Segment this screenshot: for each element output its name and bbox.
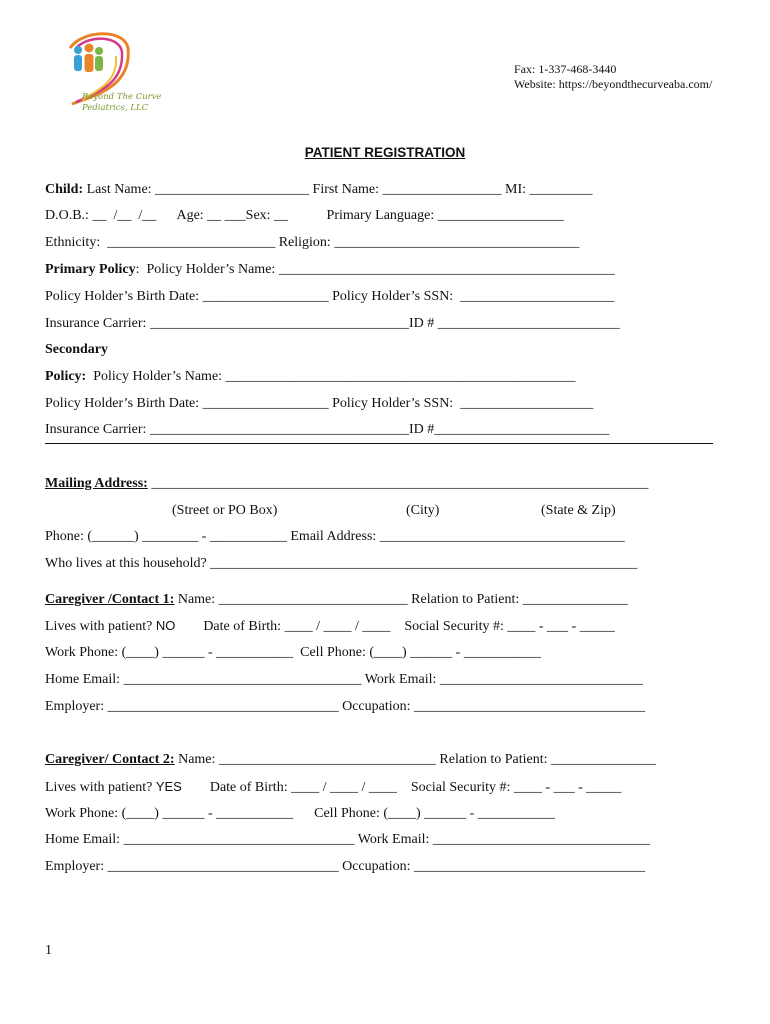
caregiver2-employer-row[interactable]: Employer: _________________________________ Occupation: _________________________________ — [45, 859, 646, 874]
page-number: 1 — [45, 943, 52, 958]
caregiver1-dob-ssn-fields[interactable]: Date of Birth: ____ / ____ / ____ Social Security #: ____ - ___ - _____ — [175, 619, 615, 634]
child-name-row — [45, 181, 593, 199]
mailing-address-row — [45, 475, 648, 493]
secondary-policy-row — [45, 368, 576, 386]
logo-line-1: Beyond The Curve — [82, 92, 162, 102]
mailing-address-label: Mailing Address: — [45, 476, 148, 491]
company-logo — [62, 26, 162, 126]
caregiver1-label: Caregiver /Contact 1: — [45, 592, 175, 607]
caregiver2-name-relation-field[interactable]: Name: _______________________________ Relation to Patient: _______________ — [174, 752, 657, 767]
caregiver2-dob-ssn-fields[interactable]: Date of Birth: ____ / ____ / ____ Social Security #: ____ - ___ - _____ — [181, 780, 622, 795]
caregiver1-lives-row — [45, 617, 615, 636]
household-row[interactable]: Who lives at this household? _____________________________________________________________ — [45, 556, 638, 571]
child-dob-row[interactable]: D.O.B.: __ /__ /__ Age: __ ___Sex: __ Primary Language: __________________ — [45, 208, 564, 223]
contact-info — [514, 62, 712, 92]
primary-carrier-row[interactable]: Insurance Carrier: _____________________________________ID # __________________________ — [45, 316, 620, 331]
secondary-policy-label: Policy: — [45, 369, 87, 384]
caregiver2-lives-row — [45, 778, 621, 797]
caregiver2-emails-row[interactable]: Home Email: _________________________________ Work Email: _______________________________ — [45, 832, 650, 847]
caregiver2-lives-value[interactable]: YES — [155, 779, 182, 794]
caregiver2-phones-row[interactable]: Work Phone: (____) ______ - ___________ Cell Phone: (____) ______ - ___________ — [45, 806, 555, 821]
primary-birth-ssn-row[interactable]: Policy Holder’s Birth Date: __________________ Policy Holder’s SSN: ______________________ — [45, 289, 615, 304]
primary-holder-name-field[interactable]: : Policy Holder’s Name: ________________________________________________ — [135, 262, 615, 277]
primary-policy-row — [45, 261, 615, 279]
child-name-fields[interactable]: Last Name: ______________________ First Name: _________________ MI: _________ — [83, 182, 593, 197]
primary-policy-label: Primary Policy — [45, 262, 136, 277]
page-title: PATIENT REGISTRATION — [304, 145, 466, 160]
child-ethnicity-row[interactable]: Ethnicity: ________________________ Religion: ___________________________________ — [45, 235, 580, 250]
section-divider — [45, 443, 713, 444]
secondary-carrier-row[interactable]: Insurance Carrier: _____________________________________ID #_________________________ — [45, 422, 610, 437]
caregiver2-name-row — [45, 751, 656, 769]
caregiver1-lives-label: Lives with patient? — [45, 619, 156, 634]
mailing-address-field[interactable]: _______________________________________________________________________ — [147, 476, 649, 491]
secondary-birth-ssn-row[interactable]: Policy Holder’s Birth Date: __________________ Policy Holder’s SSN: ___________________ — [45, 396, 594, 411]
phone-email-row[interactable]: Phone: (______) ________ - ___________ Email Address: ___________________________________ — [45, 529, 625, 544]
logo-line-2: Pediatrics, LLC — [82, 103, 149, 113]
state-zip-caption: (State & Zip) — [541, 503, 616, 518]
caregiver1-name-relation-field[interactable]: Name: ___________________________ Relation to Patient: _______________ — [174, 592, 628, 607]
caregiver1-lives-value[interactable]: NO — [155, 618, 176, 633]
secondary-holder-name-field[interactable]: Policy Holder’s Name: __________________________________________________ — [86, 369, 576, 384]
caregiver2-label: Caregiver/ Contact 2: — [45, 752, 175, 767]
child-label: Child: — [45, 182, 84, 197]
caregiver1-name-row — [45, 591, 628, 609]
street-caption: (Street or PO Box) — [172, 503, 278, 518]
city-caption: (City) — [406, 503, 440, 518]
caregiver1-employer-row[interactable]: Employer: _________________________________ Occupation: _________________________________ — [45, 699, 646, 714]
logo-text — [82, 92, 172, 114]
website-text: Website: https://beyondthecurveaba.com/ — [514, 77, 713, 91]
caregiver2-lives-label: Lives with patient? — [45, 780, 156, 795]
caregiver1-phones-row[interactable]: Work Phone: (____) ______ - ___________ Cell Phone: (____) ______ - ___________ — [45, 645, 541, 660]
secondary-label: Secondary — [45, 342, 108, 357]
fax-text: Fax: 1-337-468-3440 — [514, 62, 617, 76]
caregiver1-emails-row[interactable]: Home Email: __________________________________ Work Email: _____________________________ — [45, 672, 643, 687]
